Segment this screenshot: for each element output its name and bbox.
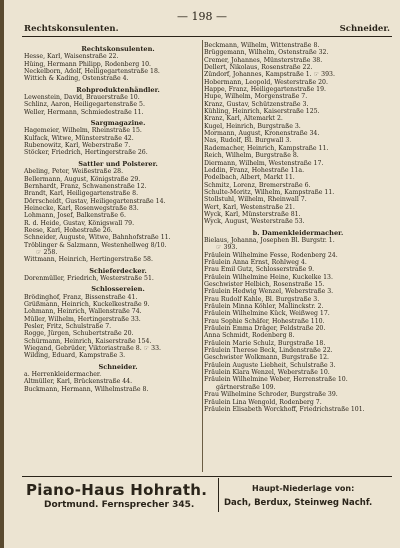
directory-entry: Fräulein Hedwig Wenzel, Weberstraße 3.: [204, 288, 334, 296]
directory-entry: Frau Wilhelmine Schroder, Burgstraße 39.: [204, 391, 338, 399]
directory-entry: Fräulein Wilhelmine Heine, Kuckelke 13.: [204, 273, 333, 281]
directory-entry: Rubenowitz, Karl, Weberstraße 7.: [24, 142, 131, 150]
advertisement-divider: [218, 478, 219, 512]
directory-entry: Podelbach, Albert, Markt 11.: [204, 174, 295, 182]
directory-entry: Müller, Wilhelm, Hertingerstraße 33.: [24, 315, 141, 323]
directory-entry: Beckmann, Wilhelm, Wittenstraße 8.: [204, 42, 320, 49]
advertisement-right-line1: Haupt-Niederlage von:: [252, 484, 355, 493]
directory-entry: Fräulein Marie Schulz, Burgstraße 18.: [204, 339, 326, 347]
directory-entry: Fräulein Anna Ernst, Rohlweg 4.: [204, 258, 307, 266]
directory-entry: Wyck, August, Westerstraße 53.: [204, 218, 305, 226]
directory-entry: Grüßmann, Heinrich, Kuckelkestraße 9.: [24, 301, 150, 308]
running-head-right: Schneider.: [339, 24, 390, 34]
right-column: [204, 42, 392, 413]
directory-entry: Diermann, Wilhelm, Westenstraße 17.: [204, 159, 324, 167]
advertisement-title: Piano-Haus Hohrath.: [26, 481, 208, 499]
directory-entry: Tröblinger & Salzmann, Westenhellweg 8/10.: [24, 241, 167, 249]
directory-entry: Fräulein Elisabeth Worckhoff, Friedrichstraße 101.: [204, 405, 365, 413]
directory-entry: Schmitz, Lorenz, Bremerstraße 6.: [204, 181, 311, 189]
directory-entry: Fräulein Klara Wenzel, Weberstraße 10.: [204, 369, 330, 377]
directory-entry: Frau Emil Gutz, Schlosserstraße 9.: [204, 266, 315, 274]
advertisement-rule: [22, 476, 392, 477]
directory-entry: Kulfack, Witwe, Münsterstraße 42.: [24, 134, 134, 142]
directory-entry: Cremer, Johannes, Münsterstraße 38.: [204, 56, 323, 64]
directory-entry: Wert, Karl, Westenstraße 21.: [204, 203, 295, 211]
directory-entry: Altmüller, Karl, Brückenstraße 44.: [24, 378, 133, 386]
directory-entry: Happe, Franz, Heiligegartenstraße 19.: [204, 86, 326, 94]
directory-entry: Kranz, Karl, Altemarkt 2.: [204, 115, 283, 123]
directory-entry: gärtnerstraße 109.: [216, 383, 276, 391]
directory-entry: Buckmann, Hermann, Wilhelmstraße 8.: [24, 385, 149, 393]
directory-entry: Geschwister Helbich, Rosenstraße 15.: [204, 281, 325, 288]
directory-entry: Lohmann, Josef, Balkenstraße 6.: [24, 212, 126, 220]
advertisement-subtitle: Dortmund. Fernsprecher 345.: [44, 500, 195, 510]
directory-entry: Stollstuhl, Wilhelm, Rheinwall 7.: [204, 196, 307, 204]
directory-entry: Brüggemann, Wilhelm, Ostenstraße 32.: [204, 49, 329, 57]
section-heading: Rohproduktenhändler.: [76, 85, 160, 94]
directory-entry: Hesse, Karl, Waisenstraße 22.: [24, 53, 119, 61]
directory-entry: Schürmann, Heinrich, Kaiserstraße 154.: [24, 337, 152, 345]
advertisement-right-line2: Dach, Berdux, Steinweg Nachf.: [224, 498, 373, 508]
directory-entry: Wilding, Eduard, Kampstraße 3.: [24, 352, 126, 360]
directory-entry: Brandt, Karl, Heiligegartenstraße 8.: [24, 190, 139, 198]
directory-entry: R. d. Heide, Gustav, Königswall 79.: [24, 219, 135, 227]
directory-entry: Lohmann, Heinrich, Wallenstraße 74.: [24, 308, 142, 316]
directory-entry: Bellermann, August, Königstraße 29.: [24, 175, 141, 183]
directory-entry: Kranz, Gustav, Schützenstraße 3.: [204, 100, 309, 108]
directory-entry: Bernhardt, Franz, Schwanenstraße 12.: [24, 182, 147, 190]
directory-entry: Weller, Hermann, Schmiedestraße 11.: [24, 108, 144, 116]
directory-entry: Fräulein Lina Wengold, Rodenberg 7.: [204, 398, 322, 406]
directory-entry: Anna Schmidt, Rodenberg 8.: [204, 332, 295, 340]
header-rule: [22, 36, 392, 37]
section-heading: Sargmagazine.: [90, 119, 146, 128]
directory-entry: Heinecke, Karl, Rosenwegstraße 83.: [24, 204, 139, 212]
directory-entry: Hüing, Hermann Philipp, Rodenberg 10.: [24, 60, 152, 68]
directory-entry: ☞ 258.: [36, 248, 58, 256]
directory-entry: Hagemeier, Wilhelm, Rheinstraße 15.: [24, 127, 142, 135]
directory-entry: Fräulein Wilhelmine Fesse, Rodenberg 24.: [204, 251, 338, 259]
directory-entry: Fräulein Emma Dräger, Feldstraße 20.: [204, 325, 326, 333]
directory-entry: Abeling, Peter, Weißestraße 28.: [24, 168, 124, 176]
directory-entry: Kugel, Heinrich, Burgstraße 3.: [204, 122, 301, 130]
directory-entry: Frau Sophie Schäfer, Hohestraße 110.: [204, 317, 325, 325]
directory-entry: a. Herrenkleidermacher.: [24, 371, 102, 379]
directory-entry: Schneider, Auguste, Witwe, Bahnhofstraße 11.: [24, 234, 171, 242]
directory-entry: Fräulein Wilhelmine Weber, Herrenstraße 10.: [204, 376, 348, 384]
running-head-left: Rechtskonsulenten.: [24, 24, 119, 34]
directory-entry: Dörrscheidt, Gustav, Heiligegartenstraße 14.: [24, 197, 166, 205]
directory-entry: ☞ 393.: [216, 244, 238, 252]
directory-entry: Pesler, Fritz, Schulstraße 7.: [24, 323, 112, 331]
page-number: — 198 —: [177, 10, 227, 23]
directory-entry: Mormann, August, Kronenstraße 34.: [204, 130, 320, 138]
directory-entry: Kühling, Heinrich, Kaiserstraße 125.: [204, 108, 320, 116]
directory-entry: Rogge, Jürgen, Schubertstraße 20.: [24, 330, 134, 338]
directory-entry: Brödinghof, Franz, Bissenstraße 41.: [24, 293, 138, 301]
directory-entry: Neckelborn, Adolf, Heiligegartenstraße 18.: [24, 68, 160, 76]
directory-entry: Nas, Rudolf, Bl. Burgwall 3.: [204, 137, 292, 145]
directory-entry: Wittich & Kading, Ostenstraße 4.: [24, 75, 129, 83]
column-divider: [202, 40, 203, 472]
directory-entry: Fräulein Minna Köhler, Mallinckstr. 2.: [204, 303, 324, 311]
section-heading: Schieferdecker.: [89, 266, 147, 275]
directory-entry: Fräulein Auguste Liebheit, Schulstraße 3.: [204, 361, 336, 369]
directory-entry: Fräulein Wilhelmine Kück, Weißweg 17.: [204, 310, 330, 318]
directory-entry: Dellert, Nikolaus, Rosenstraße 22.: [204, 64, 313, 72]
directory-entry: Rademacher, Heinrich, Kampstraße 11.: [204, 144, 329, 152]
directory-entry: Wyck, Karl, Münsterstraße 81.: [204, 210, 301, 218]
directory-entry: Dorenmüller, Friedrich, Westerstraße 51.: [24, 274, 154, 282]
directory-entry: Hupe, Wilhelm, Morgenstraße 7.: [204, 93, 308, 101]
directory-entry: Zündorf, Johannes, Kampstraße 1. ☞ 393.: [204, 71, 335, 79]
directory-entry: Bielaus, Johanna, Josephen Bl. Burgstr. 1.: [204, 236, 335, 244]
section-heading: Sattler und Polsterer.: [78, 159, 158, 168]
left-column: [24, 42, 212, 393]
directory-entry: Reich, Wilhelm, Burgstraße 8.: [204, 152, 299, 160]
directory-page: [4, 0, 400, 548]
directory-entry: Frau Rudolf Kahle, Bl. Burgstraße 3.: [204, 295, 320, 303]
directory-entry: Lewenstein, David, Brauerstraße 10.: [24, 94, 140, 102]
directory-entry: Schlinz, Aaron, Heiligegartenstraße 5.: [24, 101, 145, 109]
section-heading: Schlossereien.: [91, 285, 145, 294]
directory-entry: Fräulein Therese Beck, Lindenstraße 22.: [204, 347, 333, 355]
section-heading: Rechtskonsulenten.: [81, 45, 155, 53]
directory-entry: Wiegand, Gebrüder, Viktoriastraße 8. ☞ 33.: [24, 345, 161, 353]
section-heading: Schneider.: [98, 362, 138, 371]
directory-entry: Stöcker, Friedrich, Hertingerstraße 26.: [24, 149, 148, 157]
section-heading: b. Damenkleidermacher.: [252, 228, 344, 237]
directory-entry: Leddin, Franz, Hohestraße 11a.: [204, 166, 305, 174]
directory-entry: Geschwister Wolkmann, Burgstraße 12.: [204, 354, 329, 362]
directory-entry: Hobermann, Leopold, Westerstraße 20.: [204, 78, 328, 86]
directory-entry: Wittmann, Heinrich, Hertingerstraße 58.: [24, 256, 153, 264]
directory-entry: Reese, Karl, Hohestraße 26.: [24, 226, 113, 234]
directory-entry: Schulte-Moritz, Wilhelm, Kampstraße 11.: [204, 188, 335, 196]
